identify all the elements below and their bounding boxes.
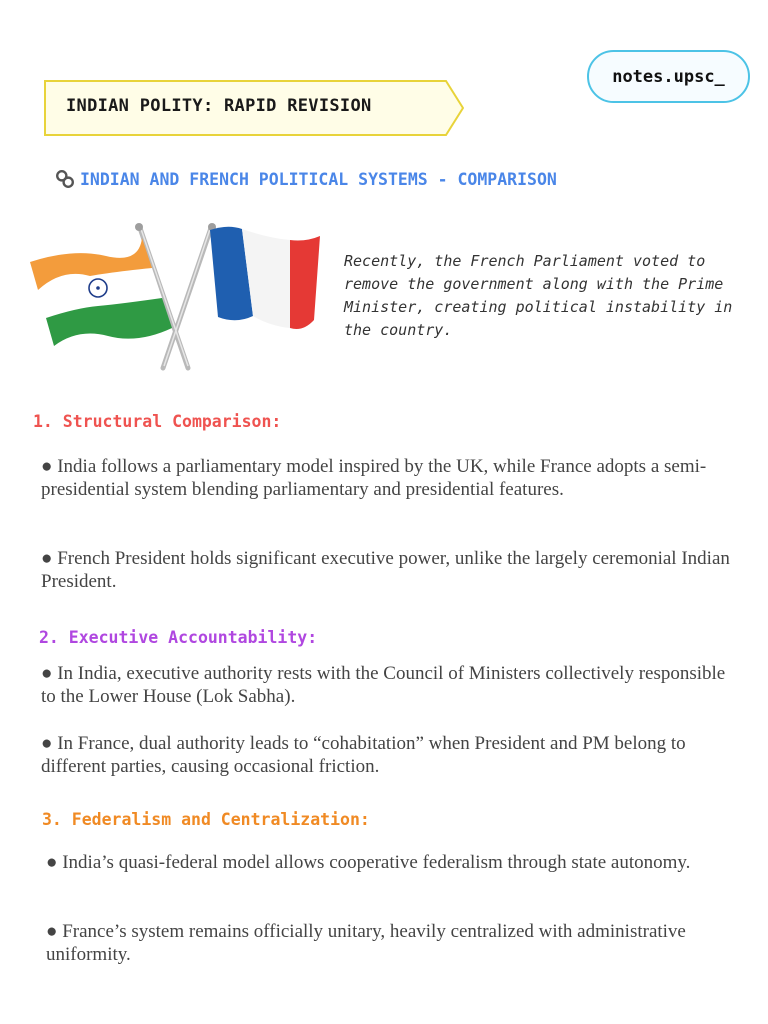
banner-title: INDIAN POLITY: RAPID REVISION (66, 96, 372, 116)
section-1-bullet-1: ● India follows a parliamentary model inspired by the UK, while France adopts a semi-presidential system blending parliamentary and presidential features. (41, 456, 707, 500)
section-3-bullet-2: ● France’s system remains officially unitary, heavily centralized with administrative uniformity. (46, 921, 686, 965)
crossed-flags-image (28, 220, 323, 375)
section-title-executive: 2. Executive Accountability: (39, 628, 318, 647)
section-2-bullet-1: ● In India, executive authority rests with the Council of Ministers collectively responsible to the Lower House (Lok Sabha). (41, 663, 726, 707)
section-1-bullet-2: ● French President holds significant executive power, unlike the largely ceremonial Indian President. (41, 548, 730, 592)
page-heading (54, 168, 557, 190)
intro-paragraph: Recently, the French Parliament voted to remove the government along with the Prime Minister, creating political instability in the country. (344, 252, 733, 339)
section-2-bullet-2: ● In France, dual authority leads to “cohabitation” when President and PM belong to different parties, causing occasional friction. (41, 733, 686, 777)
link-chain-icon (54, 168, 76, 190)
section-title-structural: 1. Structural Comparison: (33, 412, 282, 431)
title-banner (44, 80, 464, 136)
handle-badge: notes.upsc_ (587, 50, 750, 103)
section-title-federalism: 3. Federalism and Centralization: (42, 810, 370, 829)
page-heading-text: INDIAN AND FRENCH POLITICAL SYSTEMS - COMPARISON (80, 169, 557, 189)
section-3-bullet-1: ● India’s quasi-federal model allows cooperative federalism through state autonomy. (46, 852, 691, 873)
